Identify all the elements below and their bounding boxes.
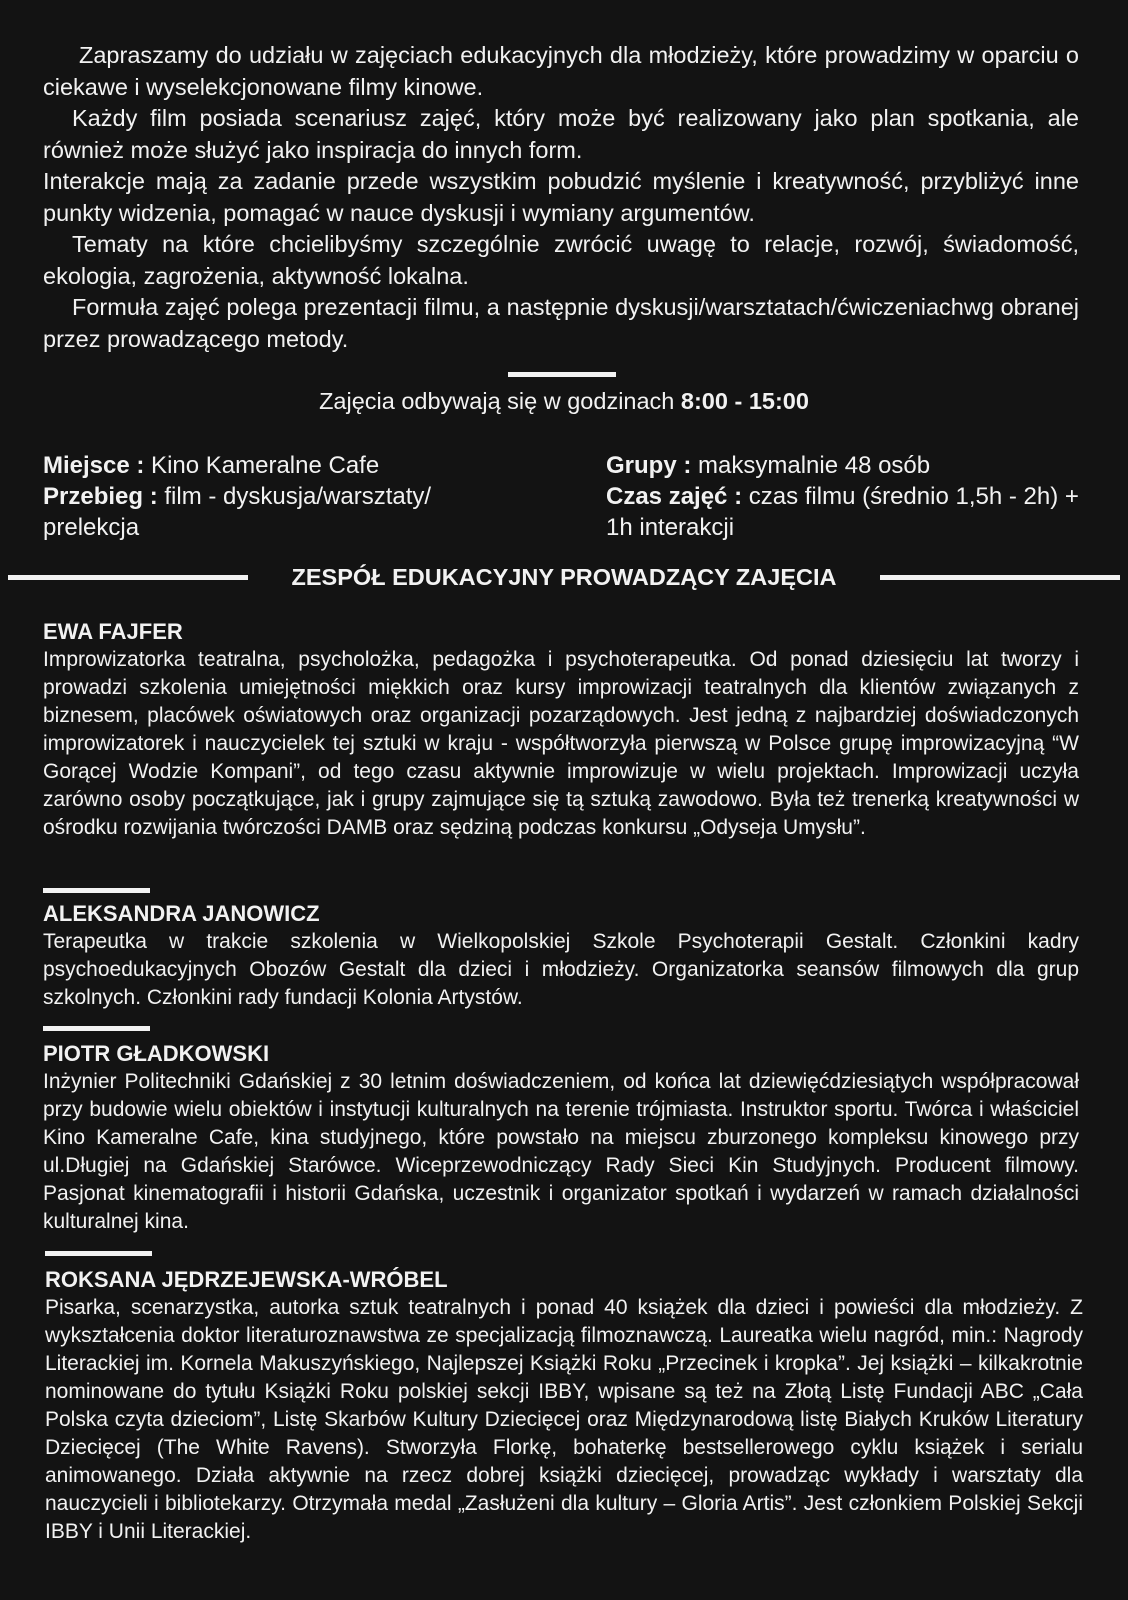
info-left (43, 450, 473, 543)
info-groups (606, 450, 1086, 481)
time-value: czas filmu (średnio 1,5h - 2h) + 1h interakcji (606, 483, 1079, 541)
info-place (43, 450, 473, 481)
member-name: ROKSANA JĘDRZEJEWSKA-WRÓBEL (45, 1267, 448, 1292)
hours-value: 8:00 - 15:00 (680, 388, 809, 414)
member-name: EWA FAJFER (43, 619, 183, 644)
info-time (606, 481, 1086, 543)
member-name: ALEKSANDRA JANOWICZ (43, 901, 320, 926)
member-bio: Terapeutka w trakcie szkolenia w Wielkopolskiej Szkole Psychoterapii Gestalt. Członkini kadry psychoedukacyjnych Obozów Gestalt dla dzieci i młodzieży. Organizatorka seansów filmowych dla grup szkolnych. Członkini rady fundacji Kolonia Artystów. (43, 930, 1079, 1009)
hours-line (0, 386, 1128, 416)
groups-label: Grupy : (606, 452, 692, 479)
member-bio: Inżynier Politechniki Gdańskiej z 30 letnim doświadczeniem, od końca lat dziewięćdziesiątych współpracował przy budowie wielu obiektów i instytucji kulturalnych na terenie trójmiasta. Instruktor sportu. Twórca i właściciel Kino Kameralne Cafe, kina studyjnego, które powstało na miejscu zburzonego kompleksu kinowego przy ul.Długiej na Gdańskiej Starówce. Wiceprzewodniczący Rady Sieci Kin Studyjnych. Producent filmowy. Pasjonat kinematografii i historii Gdańska, uczestnik i organizator spotkań i wydarzeń w ramach działalności kulturalnej kina. (43, 1070, 1079, 1233)
place-value: Kino Kameralne Cafe (144, 452, 380, 479)
intro-paragraph: Tematy na które chcielibyśmy szczególnie zwrócić uwagę to relacje, rozwój, świadomość, ekologia, zagrożenia, aktywność lokalna. (43, 231, 1079, 289)
member-name: PIOTR GŁADKOWSKI (43, 1041, 270, 1066)
intro-paragraph: Formuła zajęć polega prezentacji filmu, a następnie dyskusji/warsztatach/ćwiczeniachwg obranej przez prowadzącego metody. (43, 294, 1079, 352)
member-bio: Improwizatorka teatralna, psycholożka, pedagożka i psychoterapeutka. Od ponad dziesięciu lat tworzy i prowadzi szkolenia umiejętności miękkich oraz kursy improwizacji teatralnych dla klientów związanych z biznesem, placówek oświatowych oraz organizacji pozarządowych. Jest jedną z najbardziej doświadczonych improwizatorek i nauczycielek tej sztuki w kraju - współtworzyła pierwszą w Polsce grupę improwizacyjną “W Gorącej Wodzie Kompani”, od tego czasu aktywnie improwizuje w wielu projektach. Improwizacji uczyła zarówno osoby początkujące, jak i grupy zajmujące się tą sztuką zawodowo. Była też trenerką kreatywności w ośrodku rozwijania twórczości DAMB oraz sędziną podczas konkursu „Odyseja Umysłu”. (43, 648, 1079, 839)
intro-section (43, 40, 1079, 355)
intro-paragraph: Zapraszamy do udziału w zajęciach edukacyjnych dla młodzieży, które prowadzimy w oparciu o ciekawe i wyselekcjonowane filmy kinowe. (43, 42, 1079, 100)
groups-value: maksymalnie 48 osób (691, 452, 931, 479)
intro-paragraph: Interakcje mają za zadanie przede wszystkim pobudzić myślenie i kreatywność, przybliżyć inne punkty widzenia, pomagać w nauce dyskusji i wymiany argumentów. (43, 168, 1079, 226)
info-course (43, 481, 473, 543)
divider (43, 1026, 150, 1031)
intro-paragraph: Każdy film posiada scenariusz zajęć, który może być realizowany jako plan spotkania, ale również może służyć jako inspiracja do innych form. (43, 105, 1079, 163)
member-bio: Pisarka, scenarzystka, autorka sztuk teatralnych i ponad 40 książek dla dzieci i powieści dla młodzieży. Z wykształcenia doktor literaturoznawstwa ze specjalizacją filmoznawczą. Laureatka wielu nagród, min.: Nagrody Literackiej im. Kornela Makuszyńskiego, Najlepszej Książki Roku „Przecinek i kropka”. Jej książki – kilkakrotnie nominowane do tytułu Książki Roku polskiej sekcji IBBY, wpisane są też na Złotą Listę Fundacji ABC „Cała Polska czyta dzieciom”, Listę Skarbów Kultury Dziecięcej oraz Międzynarodową listę Białych Kruków Literatury Dziecięcej (The White Ravens). Stworzyła Florkę, bohaterkę bestsellerowego cyklu książek i serialu animowanego. Działa aktywnie na rzecz dobrej książki dziecięcej, prowadząc wykłady i warsztaty dla nauczycieli i bibliotekarzy. Otrzymała medal „Zasłużeni dla kultury – Gloria Artis”. Jest członkiem Polskiej Sekcji IBBY i Unii Literackiej. (45, 1296, 1083, 1543)
hours-prefix: Zajęcia odbywają się w godzinach (319, 388, 681, 414)
info-right (606, 450, 1086, 543)
divider (508, 372, 616, 377)
course-value: film - dyskusja/warsztaty/ prelekcja (43, 483, 432, 541)
team-title: ZESPÓŁ EDUKACYJNY PROWADZĄCY ZAJĘCIA (291, 564, 837, 590)
place-label: Miejsce : (43, 452, 145, 479)
title-rule-right (880, 575, 1120, 580)
time-label: Czas zajęć : (606, 483, 743, 510)
divider (43, 888, 150, 893)
divider (45, 1251, 152, 1256)
course-label: Przebieg : (43, 483, 158, 510)
